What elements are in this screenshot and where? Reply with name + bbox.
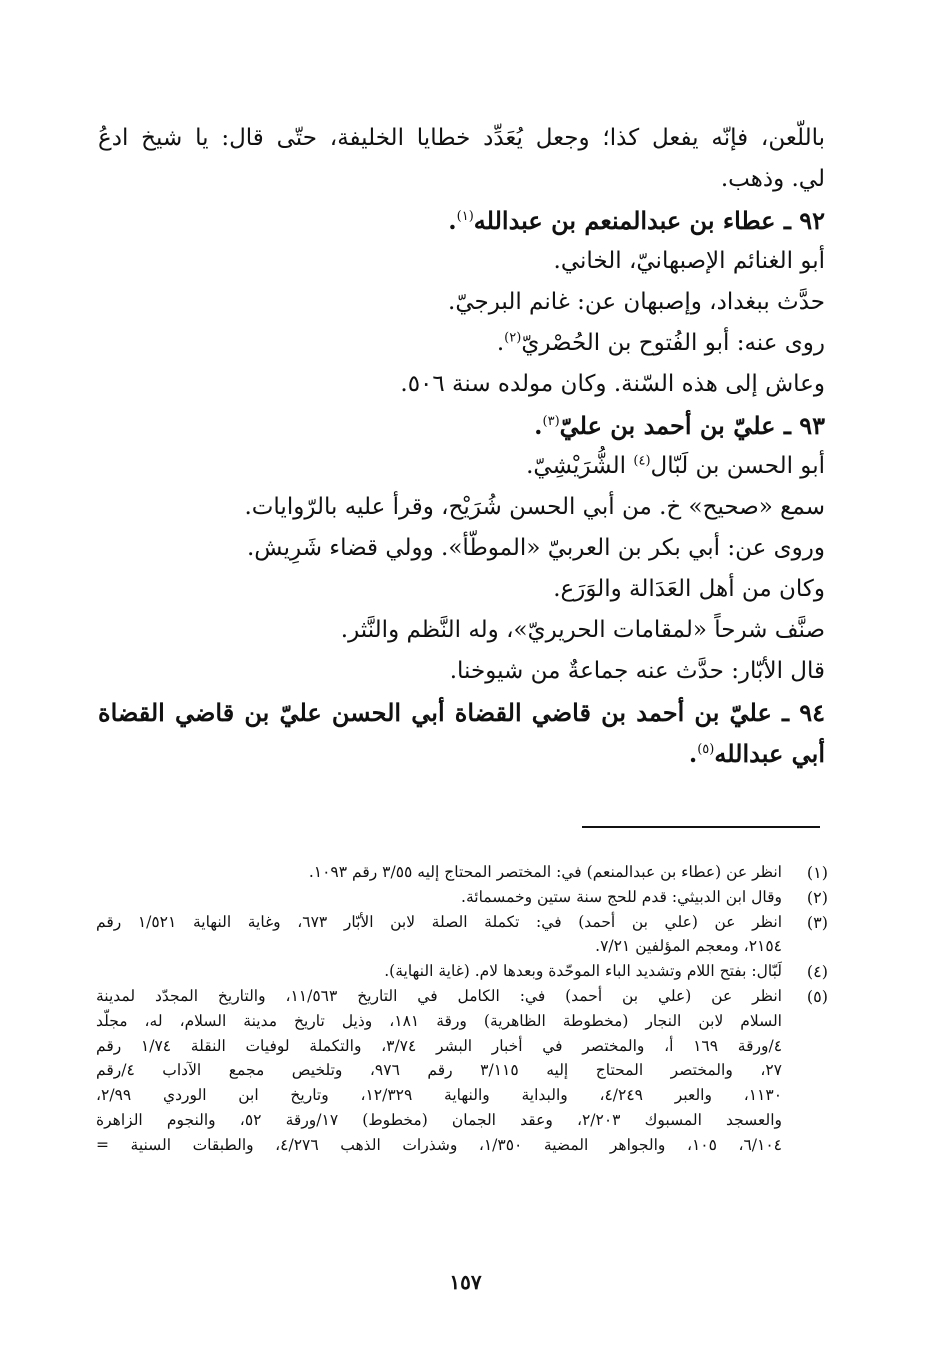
line-tail: الشُّرَيْشِيّ. [526,453,634,479]
footnote-number: (٣) [806,912,828,932]
footnote-line: ٢١٥٤، ومعجم المؤلفين ٧/٢١. [595,937,782,956]
main-text [98,118,825,774]
line-body: أبو الحسن بن لَبّال [650,453,825,479]
footnote-4 [96,959,828,984]
footnote-line: انظر عن (علي بن أحمد) في: الكامل في التاريخ ١١/٥٦٣، والتاريخ المجدّد لمدينة [96,986,782,1005]
text-line: لي. وذهب. [720,166,825,192]
footnote-1 [96,860,828,885]
line-tail: . [496,330,505,356]
footnote-line: لَبّال: بفتح اللام وتشديد الباء الموحّدة وبعدها لام. (غاية النهاية). [384,962,782,981]
footnote-ref: (٣) [542,414,560,429]
line-body: روى عنه: أبو الفُتوح بن الحُصْريّ [521,330,825,356]
footnote-3 [96,910,828,960]
text-line [98,446,825,487]
entry-title: ٩٣ ـ عليّ بن أحمد بن عليّ [559,411,825,440]
footnote-number: (٢) [806,887,828,907]
footnote-ref: (٢) [504,330,522,346]
entry-heading-92 [98,200,825,241]
footnote-line: ٤/ورقة ١٦٩ أ، والمختصر في أخبار البشر ٣/٧٤، والتكملة لوفيات النقلة ١/٧٤ رقم [96,1036,782,1055]
entry-title: ٩٢ ـ عطاء بن عبدالمنعم بن عبدالله [473,206,825,235]
line-tail: . [448,206,457,235]
text-line: صنَّف شرحاً «لمقامات الحريريّ»، وله النَّظم والنَّثر. [340,617,825,643]
footnote-separator [582,826,820,828]
line-tail: . [688,739,698,768]
footnote-line: انظر عن (عطاء بن عبدالمنعم) في: المختصر المحتاج إليه ٣/٥٥ رقم ١٠٩٣. [308,863,782,881]
text-line: وكان من أهل العَدَالة والوَرَع. [553,576,825,602]
footnote-ref: (٥) [697,742,715,757]
footnote-line: انظر عن (علي بن أحمد) في: تكملة الصلة لابن الأبّار ٦٧٣، وغاية النهاية ١/٥٢١ رقم [96,912,782,931]
text-line: حدَّث ببغداد، وإصبهان عن: غانم البرجيّ. [448,289,825,315]
footnote-number: (١) [806,863,828,882]
text-line: سمع «صحيح» خ. من أبي الحسن شُرَيْح، وقرأ عليه بالرّوايات. [244,494,825,520]
footnote-line: وقال ابن الدبيثي: قدم للحج سنة ستين وخمسمائة. [461,887,782,906]
footnote-line: السلام لابن النجار (مخطوطة الظاهرية) ورقة ١٨١، وذيل تاريخ مدينة السلام، له، مجلّد [96,1011,782,1030]
text-line: أبو الغنائم الإصبهانيّ، الخاني. [553,248,825,274]
entry-title: أبي عبدالله [714,739,825,768]
text-line: باللّعن، فإنّه يفعل كذا؛ وجعل يُعَدِّد خطايا الخليفة، حتّى قال: يا شيخ ادعُ [98,125,825,151]
footnote-5 [96,984,828,1158]
page-number: ١٥٧ [449,1270,482,1294]
line-tail: . [534,411,543,440]
text-line: وروى عن: أبي بكر بن العربيّ «الموطّأ». وولي قضاء شَرِيش. [246,535,825,561]
footnote-number: (٤) [806,962,828,982]
text-line: وعاش إلى هذه السّنة. وكان مولده سنة ٥٠٦. [400,371,825,397]
footnote-line: ٢٧، والمختصر المحتاج إليه ٣/١١٥ رقم ٩٧٦، وتلخيص مجمع الآداب ٤/رقم [96,1061,782,1080]
footnote-ref: (٤) [633,453,651,469]
footnote-ref: (١) [456,209,474,224]
entry-heading-94: ٩٤ ـ عليّ بن أحمد بن قاضي القضاة أبي الحسن عليّ بن قاضي القضاة [98,698,825,727]
text-line [98,323,825,364]
footnote-line: ٦/١٠٤، ١٠٥، والجواهر المضية ١/٣٥٠، وشذرات الذهب ٤/٢٧٦، والطبقات السنية = [96,1135,782,1154]
footnote-2 [96,885,828,910]
text-line: قال الأبّار: حدَّث عنه جماعةٌ من شيوخنا. [449,658,825,684]
footnote-line: والعسجد المسبوك ٢/٢٠٣، وعقد الجمان (مخطوط) ١٧/ورقة ٥٢، والنجوم الزاهرة [96,1110,782,1129]
footnotes [96,860,828,1158]
footnote-line: ١١٣٠، والعبر ٤/٢٤٩، والبداية والنهاية ١٢/٣٢٩، وتاريخ ابن الوردي ٢/٩٩، [96,1086,782,1105]
footnote-number: (٥) [806,986,828,1006]
entry-heading-93 [98,405,825,446]
entry-heading-94-cont [98,733,825,774]
